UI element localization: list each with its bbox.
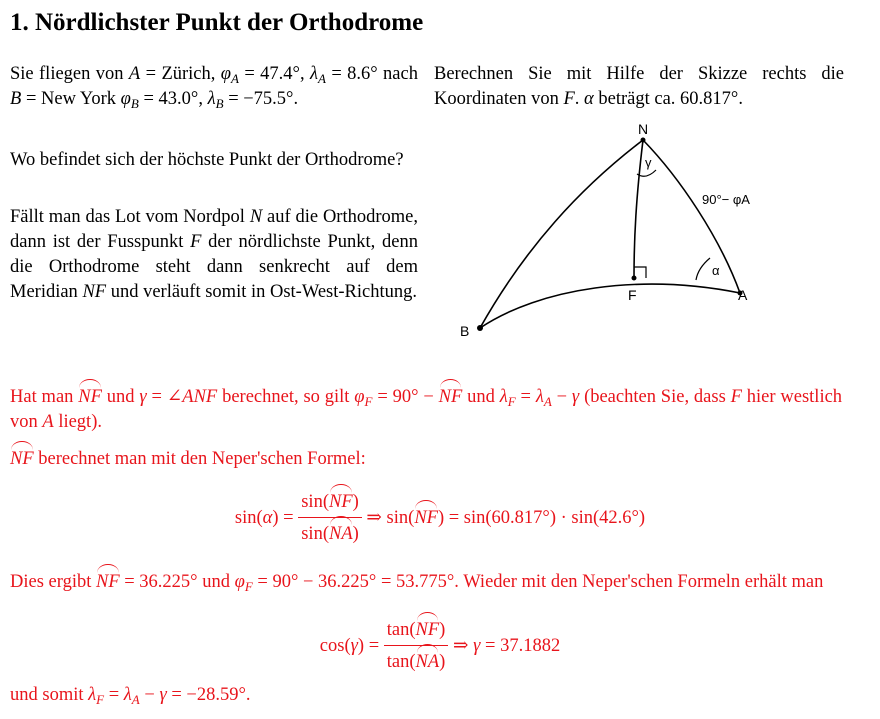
orthodrome-sketch [440, 118, 780, 348]
label-gamma: γ [645, 155, 652, 170]
explanation-paragraph: Fällt man das Lot vom Nordpol N auf die Orthodrome, dann ist der Fusspunkt F der nördlichste Punkt, denn die Orthodrome steht dann senkrecht auf dem Meridian NF und verläuft somit in Ost-West-Richtung. [10, 207, 419, 302]
label-N: N [638, 121, 649, 137]
orthodrome-BA [480, 284, 740, 328]
label-A: A [738, 287, 748, 303]
point-N [641, 138, 646, 143]
alpha-arc [696, 258, 710, 280]
page-title: 1. Nördlichster Punkt der Orthodrome [10, 9, 424, 36]
given-data-paragraph: Sie fliegen von A = Zürich, $\varphi_A = 47.4^\circ$, $\lambda_A = 8.6^\circ$ nach B = New York $\varphi_B = 43.0^\circ$, $\lambda_B = -75.5^\circ$. [10, 64, 418, 111]
label-F: F [628, 287, 637, 303]
equation-cosine: cos(γ) = $\frac{\tan(NF)}{\tan(NA)}$ ⇒ γ = 37.1882 [0, 618, 880, 675]
equation-sine: sin(α) = $\frac{\sin(NF)}{\sin(NA)}$ ⇒ sin(NF) = sin(60.817°) · sin(42.6°) [0, 490, 880, 547]
meridian-NA [643, 140, 740, 293]
task-paragraph: Berechnen Sie mit Hilfe der Skizze rechts die Koordinaten von F. α beträgt ca. 60.817°. [434, 64, 844, 109]
label-alpha: α [712, 263, 720, 278]
solution-paragraph-2: NF berechnet man mit den Neper'schen Formel: [10, 447, 842, 472]
label-B: B [460, 323, 470, 339]
solution-paragraph-4: und somit $\lambda_F = \lambda_A - \gamma = -28.59^\circ$. [10, 685, 251, 707]
point-B [477, 325, 483, 331]
solution-paragraph-1: Hat man NF und γ = ∠ANF berechnet, so gilt $\varphi_F = 90^\circ$ − NF und $\lambda_F = \lambda_A - \gamma$ (beachten Sie, dass F hier westlich von A liegt). [10, 387, 843, 432]
solution-paragraph-3: Dies ergibt NF = 36.225° und $\varphi_F = 90^\circ - 36.225^\circ = 53.775^\circ$. Wieder mit den Neper'schen Formeln erhält man [10, 572, 824, 594]
point-F [632, 276, 637, 281]
meridian-NB [480, 140, 643, 328]
question-paragraph: Wo befindet sich der höchste Punkt der Orthodrome? [10, 150, 404, 170]
label-side: 90°− φA [702, 192, 750, 207]
meridian-NF [634, 140, 643, 278]
